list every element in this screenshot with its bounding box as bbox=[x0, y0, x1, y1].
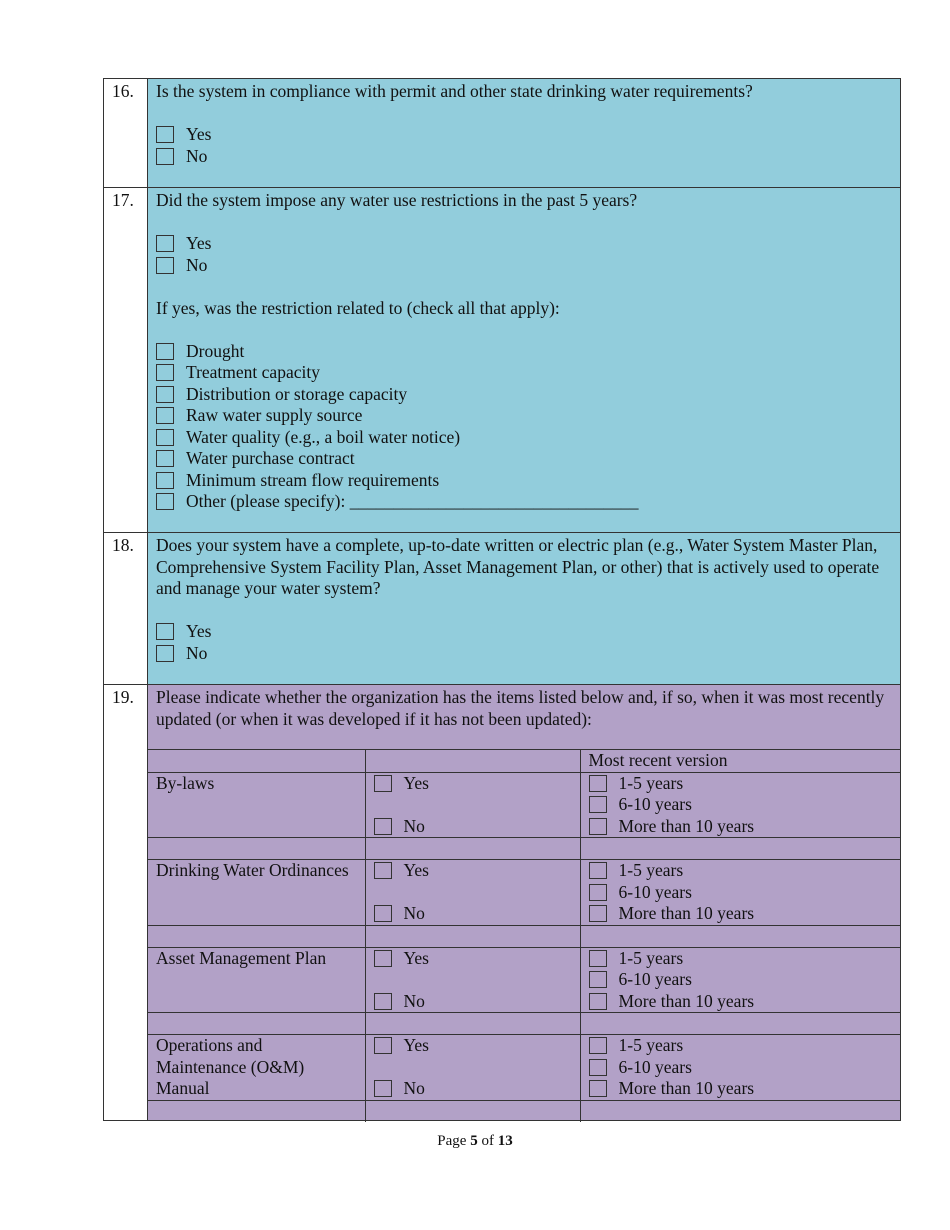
version-option[interactable] bbox=[589, 991, 893, 1013]
version-option[interactable] bbox=[589, 1057, 893, 1079]
option-label: 6-10 years bbox=[618, 1056, 692, 1077]
item-name: Asset Management Plan bbox=[148, 947, 365, 1013]
option-label: Other (please specify): _________________________________ bbox=[186, 491, 639, 511]
checkbox[interactable] bbox=[156, 493, 174, 510]
option-no[interactable] bbox=[374, 903, 572, 925]
checkbox[interactable] bbox=[156, 235, 174, 252]
checkbox[interactable] bbox=[156, 364, 174, 381]
checkbox[interactable] bbox=[156, 257, 174, 274]
option-label: More than 10 years bbox=[618, 1078, 755, 1098]
question-text: Is the system in compliance with permit and other state drinking water requirements? bbox=[156, 81, 753, 101]
option-label: 1-5 years bbox=[618, 772, 684, 793]
checkbox[interactable] bbox=[156, 645, 174, 662]
checkbox[interactable] bbox=[589, 971, 607, 988]
spacer-row bbox=[148, 1100, 900, 1122]
option-label: Yes bbox=[403, 947, 429, 968]
option-label: Yes bbox=[403, 860, 429, 880]
option-label: No bbox=[403, 815, 425, 836]
question-16 bbox=[104, 79, 900, 188]
checkbox[interactable] bbox=[156, 472, 174, 489]
checkbox[interactable] bbox=[156, 126, 174, 143]
items-table bbox=[148, 749, 900, 1122]
spacer-row bbox=[148, 925, 900, 947]
option-label: 1-5 years bbox=[618, 1035, 684, 1055]
question-17 bbox=[104, 188, 900, 533]
option-no[interactable] bbox=[156, 146, 892, 168]
spacer-row bbox=[148, 838, 900, 860]
option-label: Yes bbox=[186, 124, 212, 144]
option-label: More than 10 years bbox=[618, 990, 755, 1011]
option-label: 6-10 years bbox=[618, 969, 692, 989]
option-label: No bbox=[186, 145, 208, 166]
option-label: No bbox=[186, 642, 208, 663]
questionnaire-frame bbox=[103, 78, 901, 1121]
option-label: 6-10 years bbox=[618, 794, 692, 814]
checkbox[interactable] bbox=[589, 1059, 607, 1076]
checkbox[interactable] bbox=[374, 1080, 392, 1097]
question-body bbox=[148, 79, 900, 187]
checkbox[interactable] bbox=[156, 386, 174, 403]
option-label: More than 10 years bbox=[618, 903, 755, 923]
table-row bbox=[148, 772, 900, 838]
spacer-row bbox=[148, 1013, 900, 1035]
checkbox[interactable] bbox=[156, 623, 174, 640]
checkbox[interactable] bbox=[589, 905, 607, 922]
option-no[interactable] bbox=[374, 991, 572, 1013]
option-label: Yes bbox=[186, 621, 212, 641]
page-footer bbox=[0, 1133, 950, 1150]
item-name: By-laws bbox=[148, 772, 365, 838]
option-yes[interactable] bbox=[374, 1035, 572, 1057]
option-label: Yes bbox=[403, 772, 429, 793]
checkbox[interactable] bbox=[374, 1037, 392, 1054]
checkbox[interactable] bbox=[589, 884, 607, 901]
checkbox[interactable] bbox=[589, 950, 607, 967]
footer-of: of bbox=[481, 1133, 494, 1149]
item-name: Drinking Water Ordinances bbox=[148, 860, 365, 926]
reason-treatment-capacity[interactable] bbox=[156, 362, 892, 384]
question-19 bbox=[104, 685, 900, 1120]
question-body bbox=[148, 685, 900, 1120]
item-name: Operations and Maintenance (O&M) Manual bbox=[148, 1035, 365, 1101]
option-label: Distribution or storage capacity bbox=[186, 383, 408, 404]
option-no[interactable] bbox=[374, 816, 572, 838]
version-header: Most recent version bbox=[580, 750, 900, 773]
version-option[interactable] bbox=[589, 773, 893, 795]
reason-drought[interactable] bbox=[156, 341, 892, 363]
checkbox[interactable] bbox=[156, 407, 174, 424]
question-text: Please indicate whether the organization has the items listed below and, if so, when it was most recently updated (or when it was developed if it has not been updated): bbox=[156, 687, 885, 729]
checkbox[interactable] bbox=[156, 429, 174, 446]
option-label: Raw water supply source bbox=[186, 405, 363, 425]
version-option[interactable] bbox=[589, 1078, 893, 1100]
checkbox[interactable] bbox=[156, 148, 174, 165]
option-no[interactable] bbox=[374, 1078, 572, 1100]
option-label: Yes bbox=[403, 1035, 429, 1055]
version-option[interactable] bbox=[589, 1035, 893, 1057]
question-number: 18. bbox=[104, 533, 148, 684]
option-label: 1-5 years bbox=[618, 947, 684, 968]
option-label: 6-10 years bbox=[618, 881, 692, 902]
option-label: No bbox=[403, 903, 425, 923]
table-row bbox=[148, 860, 900, 926]
checkbox[interactable] bbox=[374, 775, 392, 792]
option-label: No bbox=[403, 1078, 425, 1098]
version-option[interactable] bbox=[589, 948, 893, 970]
option-yes[interactable] bbox=[156, 124, 892, 146]
question-text: Does your system have a complete, up-to-date written or electric plan (e.g., Water System Master Plan, Comprehensive System Facility Plan, Asset Management Plan, or other) that is actively used to operate and manage your water system? bbox=[156, 535, 880, 598]
version-option[interactable] bbox=[589, 860, 893, 882]
version-option[interactable] bbox=[589, 794, 893, 816]
reason-water-purchase[interactable] bbox=[156, 448, 892, 470]
checkbox[interactable] bbox=[374, 905, 392, 922]
reason-water-quality[interactable] bbox=[156, 427, 892, 449]
option-label: Water purchase contract bbox=[186, 448, 355, 468]
option-label: Water quality (e.g., a boil water notice) bbox=[186, 426, 461, 447]
checkbox[interactable] bbox=[589, 862, 607, 879]
checkbox[interactable] bbox=[374, 862, 392, 879]
option-label: Yes bbox=[186, 233, 212, 253]
option-label: Treatment capacity bbox=[186, 362, 320, 382]
checkbox[interactable] bbox=[589, 1037, 607, 1054]
checkbox[interactable] bbox=[589, 775, 607, 792]
checkbox[interactable] bbox=[374, 950, 392, 967]
reason-distribution-storage[interactable] bbox=[156, 384, 892, 406]
followup-text: If yes, was the restriction related to (check all that apply): bbox=[156, 297, 560, 318]
question-body bbox=[148, 188, 900, 532]
option-yes[interactable] bbox=[374, 948, 572, 970]
question-number: 19. bbox=[104, 685, 148, 1120]
table-header-row bbox=[148, 750, 900, 773]
version-option[interactable] bbox=[589, 969, 893, 991]
option-yes[interactable] bbox=[374, 860, 572, 882]
page-number: 5 bbox=[470, 1133, 478, 1149]
option-label: No bbox=[403, 990, 425, 1011]
option-label: More than 10 years bbox=[618, 815, 755, 836]
checkbox[interactable] bbox=[374, 993, 392, 1010]
question-number: 17. bbox=[104, 188, 148, 532]
checkbox[interactable] bbox=[589, 796, 607, 813]
table-row bbox=[148, 947, 900, 1013]
option-yes[interactable] bbox=[156, 621, 892, 643]
option-label: 1-5 years bbox=[618, 860, 684, 880]
option-no[interactable] bbox=[156, 643, 892, 665]
checkbox[interactable] bbox=[156, 343, 174, 360]
question-18 bbox=[104, 533, 900, 685]
option-yes[interactable] bbox=[374, 773, 572, 795]
reason-min-stream-flow[interactable] bbox=[156, 470, 892, 492]
option-label: Drought bbox=[186, 340, 245, 361]
table-row bbox=[148, 1035, 900, 1101]
checkbox[interactable] bbox=[374, 818, 392, 835]
checkbox[interactable] bbox=[589, 993, 607, 1010]
option-label: No bbox=[186, 254, 208, 275]
question-body bbox=[148, 533, 900, 684]
footer-prefix: Page bbox=[437, 1133, 467, 1149]
option-yes[interactable] bbox=[156, 233, 892, 255]
version-option[interactable] bbox=[589, 882, 893, 904]
version-option[interactable] bbox=[589, 903, 893, 925]
checkbox[interactable] bbox=[589, 818, 607, 835]
option-label: Minimum stream flow requirements bbox=[186, 469, 440, 490]
checkbox[interactable] bbox=[156, 450, 174, 467]
page-total: 13 bbox=[497, 1133, 513, 1149]
option-no[interactable] bbox=[156, 255, 892, 277]
question-number: 16. bbox=[104, 79, 148, 187]
reason-other[interactable] bbox=[156, 491, 892, 513]
question-text: Did the system impose any water use restrictions in the past 5 years? bbox=[156, 190, 638, 210]
reason-raw-water-supply[interactable] bbox=[156, 405, 892, 427]
version-option[interactable] bbox=[589, 816, 893, 838]
checkbox[interactable] bbox=[589, 1080, 607, 1097]
